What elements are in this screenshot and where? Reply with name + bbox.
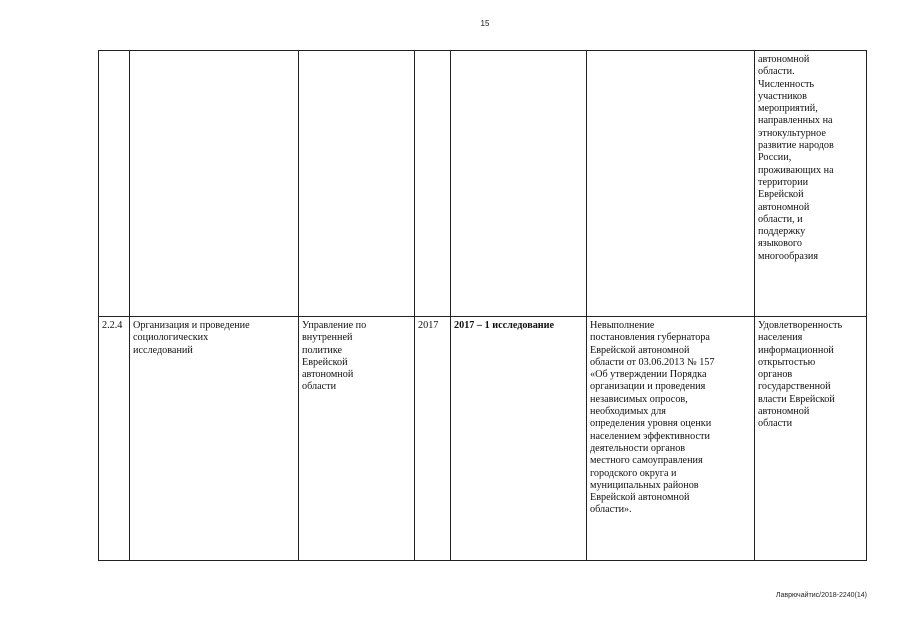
cell-indicator-continuation: автономной области. Численность участников мероприятий, направленных на этнокультурное развитие народов России, проживающих на территории Еврейской автономной области, и поддержку языкового многообразия	[755, 51, 867, 317]
cell-year: 2017	[415, 317, 451, 561]
cell-responsible: Управление по внутренней политике Еврейской автономной области	[299, 317, 415, 561]
document-code: Лаврючайтис/2018-2240(14)	[775, 592, 867, 599]
cell-item-number: 2.2.4	[99, 317, 130, 561]
table-row-2-2-4	[99, 317, 867, 561]
cell-responsible-empty	[299, 51, 415, 317]
cell-result-empty	[451, 51, 587, 317]
cell-activity-empty	[130, 51, 299, 317]
cell-indicator: Удовлетворенность населения информационной открытостью органов государственной власти Еврейской автономной области	[755, 317, 867, 561]
cell-consequences: Невыполнение постановления губернатора Еврейской автономной области от 03.06.2013 № 157 «Об утверждении Порядка организации и проведения независимых опросов, необходимых для определения уровня оценки населением эффективности деятельности органов местного самоуправления городского округа и муниципальных районов Еврейской автономной области».	[587, 317, 755, 561]
cell-consequences-empty	[587, 51, 755, 317]
cell-number-empty	[99, 51, 130, 317]
page-number: 15	[480, 19, 490, 28]
program-table	[98, 50, 867, 561]
cell-year-empty	[415, 51, 451, 317]
cell-activity: Организация и проведение социологических исследований	[130, 317, 299, 561]
cell-result: 2017 – 1 исследование	[451, 317, 587, 561]
table-row-continuation	[99, 51, 867, 317]
